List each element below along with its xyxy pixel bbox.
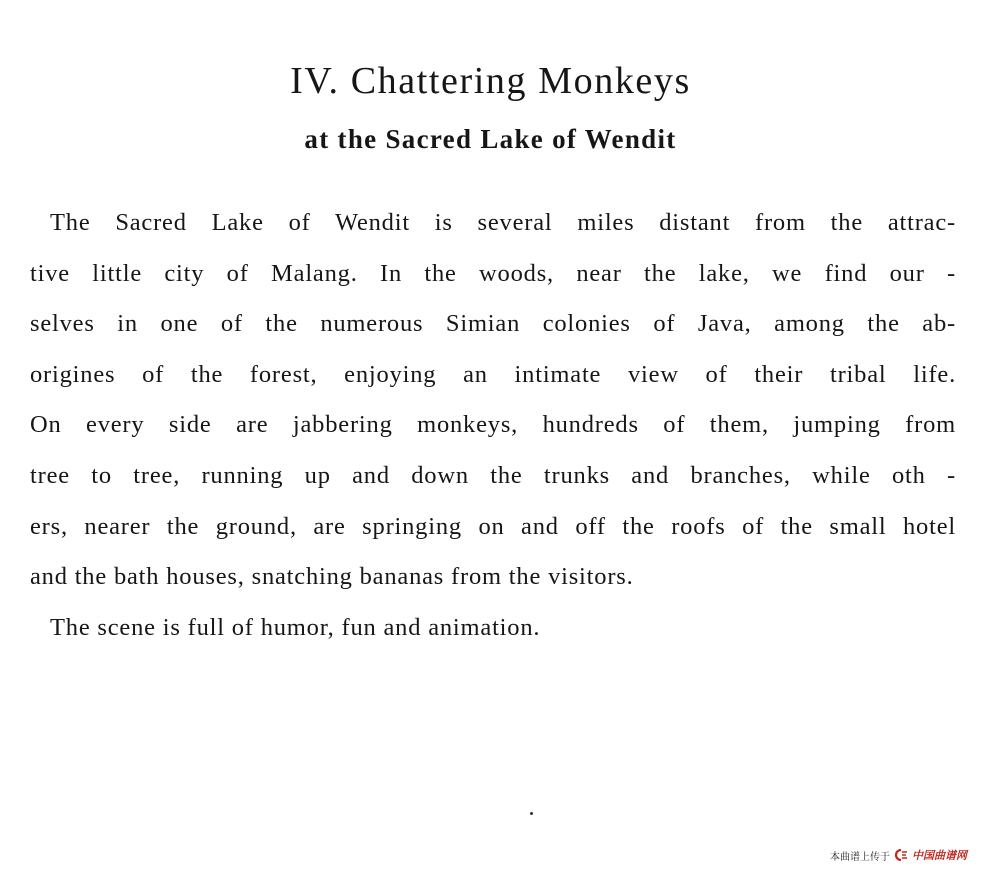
body-paragraphs [30,198,956,653]
watermark [830,847,967,863]
body-line: selves in one of the numerous Simian colonies of Java, among the ab- [30,310,956,338]
chapter-title: IV. Chattering Monkeys [290,60,691,102]
body-line: ers, nearer the ground, are springing on and off the roofs of the small hotel [30,512,956,540]
body-line: The scene is full of humor, fun and animation. [50,613,541,641]
body-line: On every side are jabbering monkeys, hundreds of them, jumping from [30,411,956,439]
site-logo-icon [894,849,908,861]
body-line: The Sacred Lake of Wendit is several miles distant from the attrac- [50,209,956,236]
watermark-site: 中国曲谱网 [912,849,967,862]
body-line: origines of the forest, enjoying an intimate view of their tribal life. [30,360,956,388]
scan-speck [530,812,533,815]
body-line: tree to tree, running up and down the trunks and branches, while oth - [30,461,956,489]
body-line: and the bath houses, snatching bananas from the visitors. [30,563,634,591]
watermark-prefix: 本曲谱上传于 [830,851,890,863]
chapter-subtitle: at the Sacred Lake of Wendit [304,124,677,154]
body-line: tive little city of Malang. In the woods, near the lake, we find our - [30,259,956,287]
